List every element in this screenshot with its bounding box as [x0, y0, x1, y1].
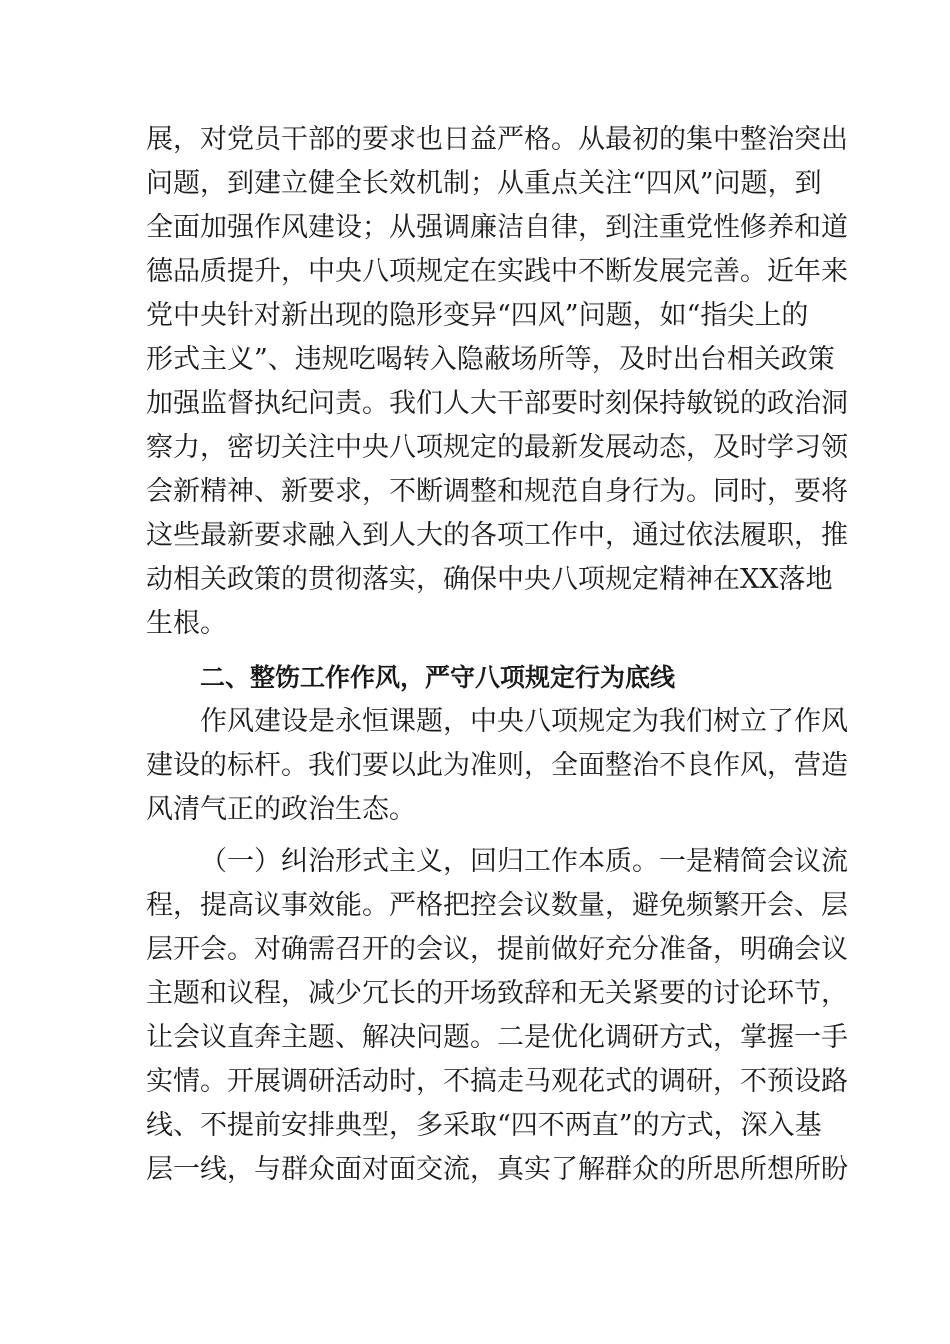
paragraph-line: 程，提高议事效能。严格把控会议数量，避免频繁开会、层 — [146, 890, 848, 921]
paragraph-line: 全面加强作风建设；从强调廉洁自律，到注重党性修养和道 — [146, 212, 848, 243]
paragraph-line: 主题和议程，减少冗长的开场致辞和无关紧要的讨论环节， — [146, 978, 848, 1009]
paragraph-line: 展，对党员干部的要求也日益严格。从最初的集中整治突出 — [146, 124, 848, 155]
paragraph-line: 察力，密切关注中央八项规定的最新发展动态，及时学习领 — [146, 432, 848, 463]
paragraph-line: 层开会。对确需召开的会议，提前做好充分准备，明确会议 — [146, 934, 848, 965]
paragraph-line: 问题，到建立健全长效机制；从重点关注“四风”问题，到 — [146, 168, 822, 199]
paragraph-line: 德品质提升，中央八项规定在实践中不断发展完善。近年来 — [146, 256, 848, 287]
paragraph-line: 建设的标杆。我们要以此为准则，全面整治不良作风，营造 — [146, 750, 848, 781]
section-heading: 二、整饬工作作风，严守八项规定行为底线 — [200, 663, 676, 692]
paragraph-line: 形式主义”、违规吃喝转入隐蔽场所等，及时出台相关政策 — [146, 344, 835, 375]
paragraph-line: 作风建设是永恒课题，中央八项规定为我们树立了作风 — [200, 706, 848, 737]
paragraph-line: 线、不提前安排典型，多采取“四不两直”的方式，深入基 — [146, 1110, 822, 1141]
paragraph-line: （一）纠治形式主义，回归工作本质。一是精简会议流 — [200, 846, 848, 877]
paragraph-line: 实情。开展调研活动时，不搞走马观花式的调研，不预设路 — [146, 1066, 848, 1097]
paragraph-line: 生根。 — [146, 608, 227, 639]
paragraph-line: 层一线，与群众面对面交流，真实了解群众的所思所想所盼 — [146, 1154, 848, 1185]
paragraph-line: 加强监督执纪问责。我们人大干部要时刻保持敏锐的政治洞 — [146, 388, 848, 419]
paragraph-line: 动相关政策的贯彻落实，确保中央八项规定精神在XX落地 — [146, 564, 833, 595]
paragraph-line: 这些最新要求融入到人大的各项工作中，通过依法履职，推 — [146, 520, 848, 551]
paragraph-line: 让会议直奔主题、解决问题。二是优化调研方式，掌握一手 — [146, 1022, 848, 1053]
paragraph-line: 会新精神、新要求，不断调整和规范自身行为。同时，要将 — [146, 476, 848, 507]
paragraph-line: 党中央针对新出现的隐形变异“四风”问题，如“指尖上的 — [146, 300, 809, 331]
paragraph-line: 风清气正的政治生态。 — [146, 794, 416, 825]
